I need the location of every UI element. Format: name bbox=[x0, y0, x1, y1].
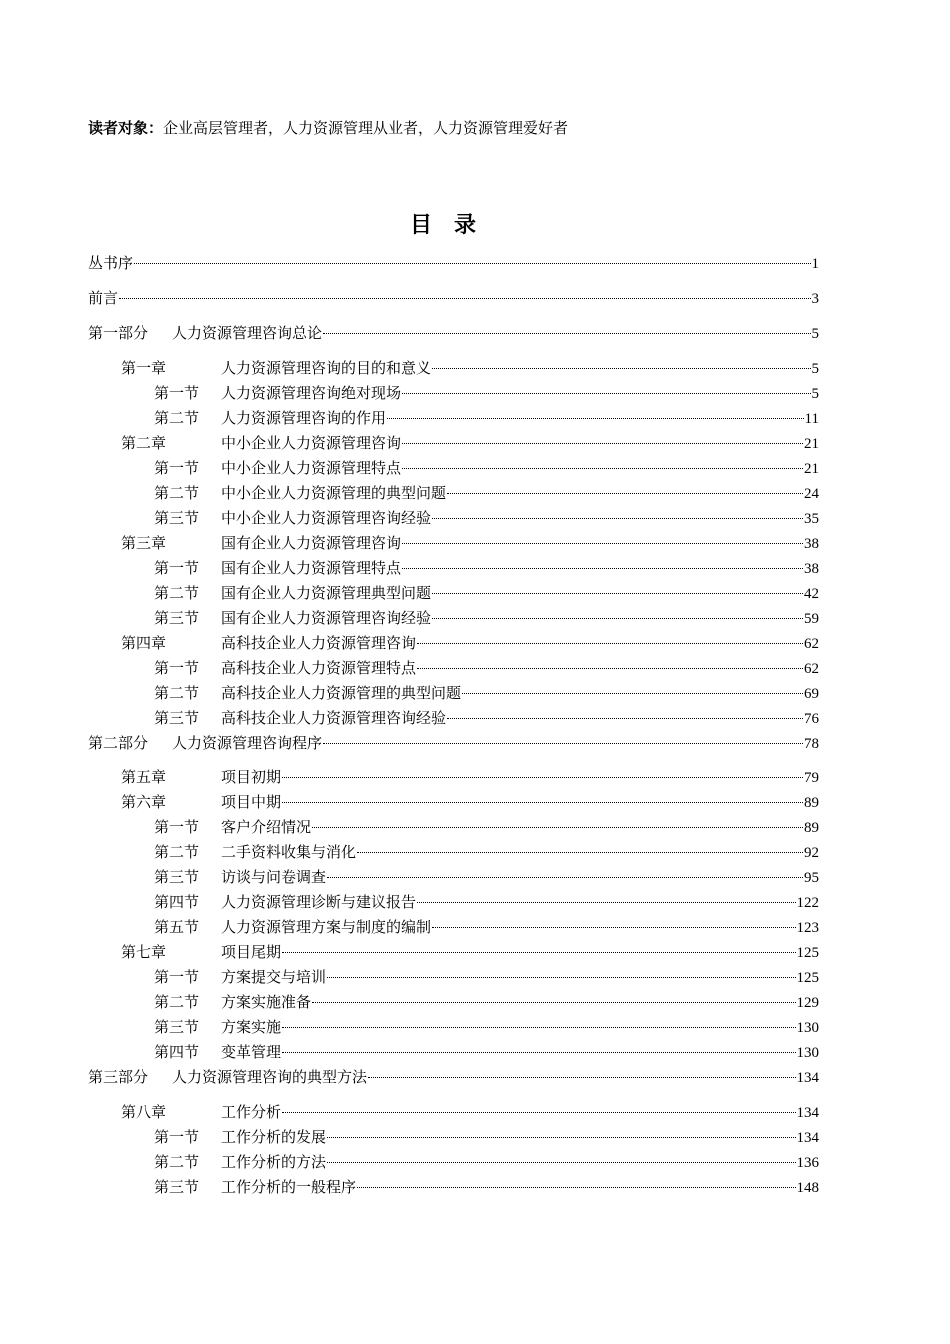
toc-dot-leader bbox=[432, 518, 803, 519]
toc-entry[interactable] bbox=[154, 891, 819, 913]
toc-entry-label: 第四节 bbox=[154, 1043, 200, 1061]
toc-dot-leader bbox=[417, 668, 803, 669]
toc-entry-label: 第二章 bbox=[121, 434, 167, 452]
toc-dot-leader bbox=[402, 543, 803, 544]
toc-dot-leader bbox=[282, 1112, 795, 1113]
toc-page-number: 129 bbox=[796, 995, 819, 1011]
toc-dot-leader bbox=[432, 927, 795, 928]
toc-entry-label: 第三部分 bbox=[88, 1068, 149, 1086]
toc-entry[interactable] bbox=[154, 841, 819, 863]
toc-dot-leader bbox=[357, 1187, 795, 1188]
toc-entry-label: 第三节 bbox=[154, 509, 200, 527]
toc-entry[interactable] bbox=[121, 357, 819, 379]
toc-entry[interactable] bbox=[88, 252, 819, 274]
toc-entry[interactable] bbox=[88, 322, 819, 344]
toc-entry[interactable] bbox=[121, 941, 819, 963]
toc-dot-leader bbox=[417, 643, 803, 644]
toc-entry[interactable] bbox=[154, 1041, 819, 1063]
toc-entry[interactable] bbox=[154, 1126, 819, 1148]
toc-dot-leader bbox=[402, 393, 810, 394]
toc-entry[interactable] bbox=[154, 407, 819, 429]
toc-entry-title: 工作分析 bbox=[221, 1103, 282, 1121]
toc-page-number: 148 bbox=[796, 1180, 819, 1196]
toc-entry-title: 人力资源管理咨询程序 bbox=[172, 734, 323, 752]
toc-dot-leader bbox=[282, 777, 803, 778]
toc-dot-leader bbox=[327, 1162, 795, 1163]
toc-page-number: 136 bbox=[796, 1155, 819, 1171]
toc-dot-leader bbox=[432, 618, 803, 619]
toc-entry-label: 第一节 bbox=[154, 968, 200, 986]
toc-entry-label: 第五章 bbox=[121, 768, 167, 786]
toc-entry-title: 高科技企业人力资源管理的典型问题 bbox=[221, 684, 462, 702]
toc-entry-label: 第一章 bbox=[121, 359, 167, 377]
toc-page-number: 38 bbox=[804, 561, 819, 577]
toc-entry-label: 第五节 bbox=[154, 918, 200, 936]
toc-entry-label: 第三章 bbox=[121, 534, 167, 552]
toc-dot-leader bbox=[387, 418, 804, 419]
toc-entry[interactable] bbox=[88, 732, 819, 754]
toc-entry-title: 高科技企业人力资源管理咨询 bbox=[221, 634, 417, 652]
toc-entry[interactable] bbox=[154, 557, 819, 579]
toc-dot-leader bbox=[312, 1002, 795, 1003]
toc-entry[interactable] bbox=[154, 1151, 819, 1173]
toc-entry[interactable] bbox=[154, 707, 819, 729]
toc-entry-label: 第三节 bbox=[154, 868, 200, 886]
toc-entry[interactable] bbox=[154, 482, 819, 504]
toc-entry[interactable] bbox=[121, 432, 819, 454]
toc-entry[interactable] bbox=[154, 916, 819, 938]
toc-entry[interactable] bbox=[154, 382, 819, 404]
toc-page-number: 24 bbox=[804, 486, 819, 502]
toc-dot-leader bbox=[402, 568, 803, 569]
toc-entry-title: 丛书序 bbox=[88, 254, 134, 272]
toc-dot-leader bbox=[447, 718, 803, 719]
toc-entry-label: 第二节 bbox=[154, 684, 200, 702]
toc-page-number: 42 bbox=[804, 586, 819, 602]
toc-entry-title: 访谈与问卷调查 bbox=[221, 868, 327, 886]
toc-entry-label: 第二节 bbox=[154, 1153, 200, 1171]
toc-dot-leader bbox=[357, 852, 803, 853]
toc-entry-title: 人力资源管理方案与制度的编制 bbox=[221, 918, 432, 936]
toc-entry[interactable] bbox=[154, 966, 819, 988]
toc-dot-leader bbox=[119, 298, 810, 299]
toc-entry-title: 国有企业人力资源管理特点 bbox=[221, 559, 402, 577]
toc-entry-label: 第四章 bbox=[121, 634, 167, 652]
toc-page-number: 59 bbox=[804, 611, 819, 627]
toc-entry-title: 人力资源管理诊断与建议报告 bbox=[221, 893, 417, 911]
toc-entry[interactable] bbox=[154, 816, 819, 838]
toc-dot-leader bbox=[282, 952, 795, 953]
toc-page-number: 134 bbox=[796, 1130, 819, 1146]
toc-dot-leader bbox=[282, 802, 803, 803]
toc-entry-title: 方案实施准备 bbox=[221, 993, 312, 1011]
toc-entry-title: 国有企业人力资源管理咨询经验 bbox=[221, 609, 432, 627]
toc-dot-leader bbox=[282, 1052, 795, 1053]
toc-entry-label: 第三节 bbox=[154, 1018, 200, 1036]
toc-entry-title: 变革管理 bbox=[221, 1043, 282, 1061]
toc-entry-label: 第一节 bbox=[154, 818, 200, 836]
toc-entry[interactable] bbox=[121, 766, 819, 788]
toc-page-number: 134 bbox=[796, 1105, 819, 1121]
toc-entry-label: 第二节 bbox=[154, 993, 200, 1011]
toc-entry[interactable] bbox=[121, 632, 819, 654]
toc-entry-title: 项目中期 bbox=[221, 793, 282, 811]
toc-page-number: 69 bbox=[804, 686, 819, 702]
toc-entry-title: 人力资源管理咨询的目的和意义 bbox=[221, 359, 432, 377]
toc-entry[interactable] bbox=[88, 287, 819, 309]
toc-entry-title: 国有企业人力资源管理咨询 bbox=[221, 534, 402, 552]
toc-entry[interactable] bbox=[154, 866, 819, 888]
toc-entry-label: 第四节 bbox=[154, 893, 200, 911]
toc-entry[interactable] bbox=[154, 682, 819, 704]
toc-dot-leader bbox=[323, 333, 810, 334]
toc-entry-title: 项目初期 bbox=[221, 768, 282, 786]
toc-dot-leader bbox=[402, 468, 803, 469]
toc-page-number: 130 bbox=[796, 1045, 819, 1061]
toc-entry-label: 第二节 bbox=[154, 484, 200, 502]
toc-page-number: 38 bbox=[804, 536, 819, 552]
toc-entry-label: 第一部分 bbox=[88, 324, 149, 342]
toc-entry-title: 人力资源管理咨询的作用 bbox=[221, 409, 387, 427]
toc-entry-label: 第二部分 bbox=[88, 734, 149, 752]
toc-page-number: 89 bbox=[804, 820, 819, 836]
toc-entry-label: 第二节 bbox=[154, 843, 200, 861]
toc-entry-title: 工作分析的一般程序 bbox=[221, 1178, 357, 1196]
toc-entry-title: 高科技企业人力资源管理特点 bbox=[221, 659, 417, 677]
toc-page-number: 1 bbox=[811, 256, 819, 272]
toc-entry[interactable] bbox=[154, 1176, 819, 1198]
toc-entry[interactable] bbox=[121, 791, 819, 813]
toc-entry-title: 人力资源管理咨询绝对现场 bbox=[221, 384, 402, 402]
toc-entry-title: 工作分析的方法 bbox=[221, 1153, 327, 1171]
toc-page-number: 92 bbox=[804, 845, 819, 861]
toc-page-number: 125 bbox=[796, 970, 819, 986]
toc-entry-label: 第二节 bbox=[154, 584, 200, 602]
toc-entry-title: 项目尾期 bbox=[221, 943, 282, 961]
readers-text: 企业高层管理者，人力资源管理从业者，人力资源管理爱好者 bbox=[163, 119, 569, 137]
toc-entry-title: 客户介绍情况 bbox=[221, 818, 312, 836]
toc-entry-label: 第三节 bbox=[154, 609, 200, 627]
toc-dot-leader bbox=[432, 593, 803, 594]
toc-page-number: 125 bbox=[796, 945, 819, 961]
toc-page-number: 78 bbox=[804, 736, 819, 752]
toc-page-number: 62 bbox=[804, 636, 819, 652]
toc-entry-label: 第三节 bbox=[154, 1178, 200, 1196]
toc-entry[interactable] bbox=[154, 1016, 819, 1038]
toc-entry-label: 第七章 bbox=[121, 943, 167, 961]
toc-dot-leader bbox=[327, 877, 803, 878]
toc-page-number: 5 bbox=[811, 386, 819, 402]
toc-entry-title: 二手资料收集与消化 bbox=[221, 843, 357, 861]
toc-page-number: 3 bbox=[811, 291, 819, 307]
toc-entry-label: 第一节 bbox=[154, 459, 200, 477]
toc-entry[interactable] bbox=[154, 457, 819, 479]
toc-page-number: 21 bbox=[804, 436, 819, 452]
toc-page-number: 35 bbox=[804, 511, 819, 527]
toc-dot-leader bbox=[282, 1027, 795, 1028]
toc-page-number: 122 bbox=[796, 895, 819, 911]
toc-dot-leader bbox=[432, 368, 810, 369]
toc-dot-leader bbox=[312, 827, 803, 828]
toc-dot-leader bbox=[402, 443, 803, 444]
toc-dot-leader bbox=[134, 263, 810, 264]
toc-entry[interactable] bbox=[154, 507, 819, 529]
toc-entry[interactable] bbox=[154, 582, 819, 604]
toc-page-number: 79 bbox=[804, 770, 819, 786]
toc-entry-label: 第一节 bbox=[154, 559, 200, 577]
toc-dot-leader bbox=[327, 1137, 795, 1138]
toc-dot-leader bbox=[368, 1077, 795, 1078]
toc-entry[interactable] bbox=[154, 657, 819, 679]
toc-dot-leader bbox=[462, 693, 803, 694]
toc-entry-title: 国有企业人力资源管理典型问题 bbox=[221, 584, 432, 602]
toc-page-number: 5 bbox=[811, 361, 819, 377]
toc-dot-leader bbox=[447, 493, 803, 494]
toc-page-number: 5 bbox=[811, 326, 819, 342]
toc-entry-title: 方案实施 bbox=[221, 1018, 282, 1036]
toc-dot-leader bbox=[323, 743, 803, 744]
toc-entry-title: 中小企业人力资源管理的典型问题 bbox=[221, 484, 447, 502]
toc-entry[interactable] bbox=[154, 607, 819, 629]
readers-label: 读者对象： bbox=[88, 119, 164, 137]
toc-entry[interactable] bbox=[121, 532, 819, 554]
toc-dot-leader bbox=[327, 977, 795, 978]
toc-page-number: 89 bbox=[804, 795, 819, 811]
toc-page-number: 62 bbox=[804, 661, 819, 677]
toc-entry-label: 第一节 bbox=[154, 1128, 200, 1146]
toc-entry-title: 中小企业人力资源管理咨询经验 bbox=[221, 509, 432, 527]
toc-page-number: 76 bbox=[804, 711, 819, 727]
toc-page-number: 21 bbox=[804, 461, 819, 477]
toc-entry-label: 第一节 bbox=[154, 384, 200, 402]
toc-entry-label: 第三节 bbox=[154, 709, 200, 727]
toc-page-number: 123 bbox=[796, 920, 819, 936]
toc-entry-title: 人力资源管理咨询的典型方法 bbox=[172, 1068, 368, 1086]
toc-entry-title: 工作分析的发展 bbox=[221, 1128, 327, 1146]
toc-page-number: 130 bbox=[796, 1020, 819, 1036]
toc-dot-leader bbox=[417, 902, 795, 903]
toc-entry-label: 第一节 bbox=[154, 659, 200, 677]
toc-page-number: 11 bbox=[804, 411, 819, 427]
toc-entry-title: 人力资源管理咨询总论 bbox=[172, 324, 323, 342]
toc-entry-label: 第二节 bbox=[154, 409, 200, 427]
toc-entry[interactable] bbox=[121, 1101, 819, 1123]
toc-entry[interactable] bbox=[88, 1066, 819, 1088]
toc-entry-title: 中小企业人力资源管理咨询 bbox=[221, 434, 402, 452]
toc-entry[interactable] bbox=[154, 991, 819, 1013]
toc-entry-title: 前言 bbox=[88, 289, 119, 307]
toc-page-number: 95 bbox=[804, 870, 819, 886]
toc-page-number: 134 bbox=[796, 1070, 819, 1086]
toc-title: 目录 bbox=[409, 212, 498, 238]
toc-entry-title: 中小企业人力资源管理特点 bbox=[221, 459, 402, 477]
toc-entry-title: 方案提交与培训 bbox=[221, 968, 327, 986]
toc-entry-label: 第六章 bbox=[121, 793, 167, 811]
toc-entry-title: 高科技企业人力资源管理咨询经验 bbox=[221, 709, 447, 727]
toc-entry-label: 第八章 bbox=[121, 1103, 167, 1121]
